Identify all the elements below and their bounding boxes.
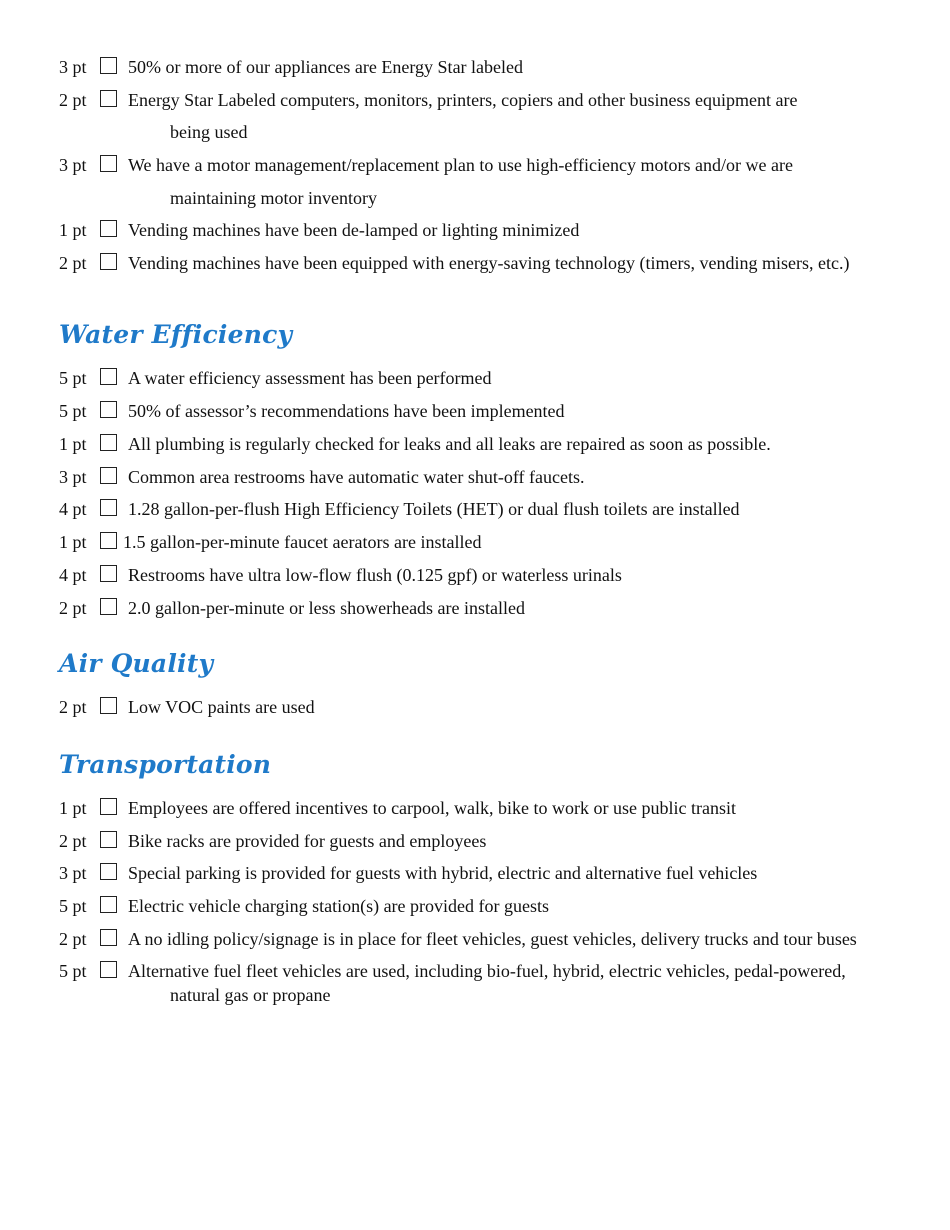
- item-text: All plumbing is regularly checked for leaks and all leaks are repaired as soon as possible.: [128, 434, 771, 454]
- item-text: Energy Star Labeled computers, monitors, printers, copiers and other business equipment are: [128, 90, 798, 110]
- points-label: 2 pt: [59, 831, 87, 851]
- item-text: We have a motor management/replacement plan to use high-efficiency motors and/or we are: [128, 155, 793, 175]
- points-label: 1 pt: [59, 532, 87, 552]
- checkbox[interactable]: [100, 401, 117, 418]
- item-text: Vending machines have been de-lamped or lighting minimized: [128, 220, 580, 240]
- points-label: 1 pt: [59, 798, 87, 818]
- item-text: 50% of assessor’s recommendations have been implemented: [128, 401, 565, 421]
- section-heading-air-quality: Air Quality: [59, 649, 214, 678]
- points-label: 5 pt: [59, 896, 87, 916]
- checkbox[interactable]: [100, 896, 117, 913]
- item-text: 50% or more of our appliances are Energy Star labeled: [128, 57, 524, 77]
- item-text: Employees are offered incentives to carpool, walk, bike to work or use public transit: [128, 798, 736, 818]
- points-label: 2 pt: [59, 697, 87, 717]
- points-label: 4 pt: [59, 565, 87, 585]
- checkbox[interactable]: [100, 831, 117, 848]
- checkbox[interactable]: [100, 961, 117, 978]
- points-label: 3 pt: [59, 863, 87, 883]
- checkbox[interactable]: [100, 565, 117, 582]
- points-label: 4 pt: [59, 499, 87, 519]
- points-label: 1 pt: [59, 434, 87, 454]
- checkbox[interactable]: [100, 434, 117, 451]
- checkbox[interactable]: [100, 863, 117, 880]
- checkbox[interactable]: [100, 499, 117, 516]
- item-text-continuation: natural gas or propane: [170, 985, 331, 1005]
- item-text: Electric vehicle charging station(s) are provided for guests: [128, 896, 550, 916]
- points-label: 2 pt: [59, 253, 87, 273]
- points-label: 5 pt: [59, 961, 87, 981]
- item-text: 1.5 gallon-per-minute faucet aerators are installed: [123, 532, 482, 552]
- checkbox[interactable]: [100, 467, 117, 484]
- item-text-continuation: being used: [170, 122, 248, 142]
- item-text: Restrooms have ultra low-flow flush (0.125 gpf) or waterless urinals: [128, 565, 622, 585]
- item-text: 2.0 gallon-per-minute or less showerheads are installed: [128, 598, 526, 618]
- item-text: A water efficiency assessment has been performed: [128, 368, 492, 388]
- checkbox[interactable]: [100, 220, 117, 237]
- item-text: Low VOC paints are used: [128, 697, 315, 717]
- checkbox[interactable]: [100, 90, 117, 107]
- checkbox[interactable]: [100, 697, 117, 714]
- points-label: 3 pt: [59, 155, 87, 175]
- points-label: 2 pt: [59, 598, 87, 618]
- section-heading-water-efficiency: Water Efficiency: [59, 320, 293, 349]
- checkbox[interactable]: [100, 798, 117, 815]
- section-heading-transportation: Transportation: [59, 750, 272, 779]
- points-label: 5 pt: [59, 368, 87, 388]
- checkbox[interactable]: [100, 368, 117, 385]
- points-label: 2 pt: [59, 90, 87, 110]
- points-label: 5 pt: [59, 401, 87, 421]
- item-text-continuation: maintaining motor inventory: [170, 188, 377, 208]
- item-text: Common area restrooms have automatic water shut-off faucets.: [128, 467, 585, 487]
- points-label: 2 pt: [59, 929, 87, 949]
- points-label: 3 pt: [59, 467, 87, 487]
- item-text: A no idling policy/signage is in place for fleet vehicles, guest vehicles, delivery trucks and tour buses: [128, 929, 857, 949]
- checkbox[interactable]: [100, 253, 117, 270]
- points-label: 1 pt: [59, 220, 87, 240]
- points-label: 3 pt: [59, 57, 87, 77]
- checkbox[interactable]: [100, 598, 117, 615]
- item-text: Special parking is provided for guests with hybrid, electric and alternative fuel vehicles: [128, 863, 758, 883]
- item-text: Alternative fuel fleet vehicles are used, including bio-fuel, hybrid, electric vehicles, pedal-powered,: [128, 961, 846, 981]
- checkbox[interactable]: [100, 532, 117, 549]
- checkbox[interactable]: [100, 929, 117, 946]
- checkbox[interactable]: [100, 57, 117, 74]
- item-text: Vending machines have been equipped with energy-saving technology (timers, vending misers, etc.): [128, 253, 850, 273]
- item-text: 1.28 gallon-per-flush High Efficiency Toilets (HET) or dual flush toilets are installed: [128, 499, 740, 519]
- checkbox[interactable]: [100, 155, 117, 172]
- item-text: Bike racks are provided for guests and employees: [128, 831, 487, 851]
